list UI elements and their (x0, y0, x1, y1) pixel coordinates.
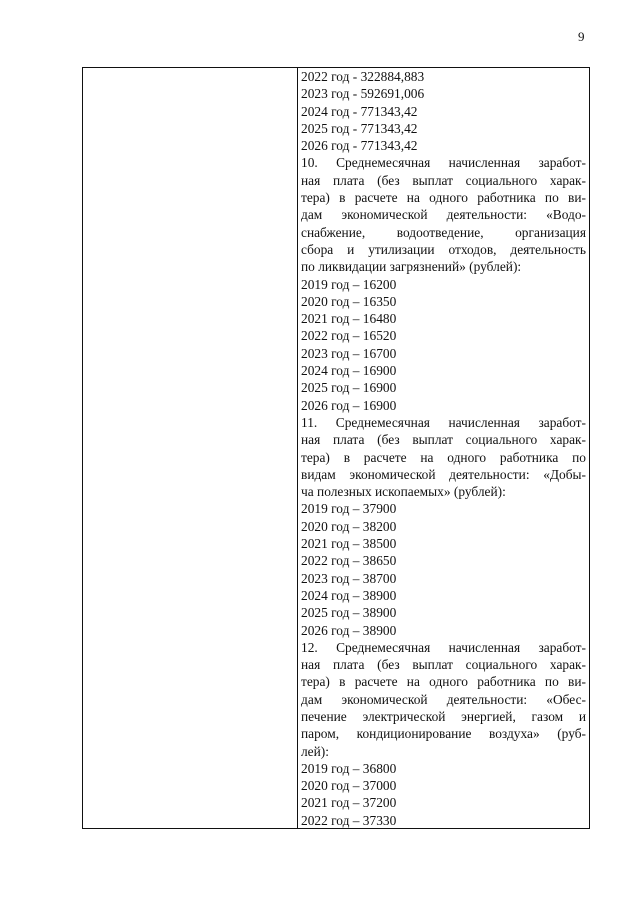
text-line: 2025 год - 771343,42 (301, 120, 418, 136)
text-line: 2024 год – 38900 (301, 587, 397, 603)
text-line: 2025 год – 38900 (301, 605, 397, 621)
text-line: лей): (301, 743, 329, 759)
text-line: 2025 год – 16900 (301, 380, 397, 396)
text-line: тера) в расчете на одного работника по ви- (301, 190, 586, 206)
text-line: 2026 год - 771343,42 (301, 138, 418, 154)
text-line: видам экономической деятельности: «Добы- (301, 466, 586, 482)
text-line: 2022 год - 322884,883 (301, 69, 425, 84)
text-line: 2021 год – 37200 (301, 795, 397, 811)
text-line: ная плата (без выплат социального харак- (301, 432, 586, 448)
text-line: 2019 год – 16200 (301, 276, 397, 292)
text-line: 2024 год - 771343,42 (301, 103, 418, 119)
text-line: тера) в расчете на одного работника по (301, 449, 586, 465)
text-line: 2026 год – 38900 (301, 622, 397, 638)
text-line: 2024 год – 16900 (301, 363, 397, 379)
text-line: ная плата (без выплат социального харак- (301, 657, 586, 673)
text-line: 2019 год – 36800 (301, 760, 397, 776)
text-line: 2022 год – 38650 (301, 553, 397, 569)
text-line: дам экономической деятельности: «Водо- (301, 207, 586, 223)
text-line: дам экономической деятельности: «Обес- (301, 691, 586, 707)
text-line: 2023 год - 592691,006 (301, 86, 425, 102)
text-line: 2022 год – 37330 (301, 812, 397, 828)
text-line: 11. Среднемесячная начисленная заработ- (301, 414, 586, 430)
table-left-column (83, 68, 298, 828)
text-line: 2021 год – 38500 (301, 536, 397, 552)
text-line: 2023 год – 38700 (301, 570, 397, 586)
document-table (82, 67, 590, 829)
text-line: 2023 год – 16700 (301, 345, 397, 361)
text-line: 2021 год – 16480 (301, 311, 397, 327)
text-line: 2022 год – 16520 (301, 328, 397, 344)
text-line: 10. Среднемесячная начисленная заработ- (301, 155, 586, 171)
text-line: снабжение, водоотведение, организация (301, 224, 586, 240)
text-line: 2026 год – 16900 (301, 397, 397, 413)
text-line: по ликвидации загрязнений» (рублей): (301, 259, 522, 275)
table-right-column (298, 68, 589, 828)
text-line: паром, кондиционирование воздуха» (руб- (301, 726, 586, 742)
text-line: ча полезных ископаемых» (рублей): (301, 484, 506, 500)
text-line: печение электрической энергией, газом и (301, 708, 586, 724)
text-line: 12. Среднемесячная начисленная заработ- (301, 639, 586, 655)
page-number: 9 (578, 29, 585, 44)
text-line: 2020 год – 38200 (301, 518, 397, 534)
text-line: 2020 год – 16350 (301, 293, 397, 309)
text-line: сбора и утилизации отходов, деятельность (301, 241, 586, 257)
text-line: 2020 год – 37000 (301, 778, 397, 794)
text-line: тера) в расчете на одного работника по ви- (301, 674, 586, 690)
text-line: 2019 год – 37900 (301, 501, 397, 517)
text-line: ная плата (без выплат социального харак- (301, 172, 586, 188)
